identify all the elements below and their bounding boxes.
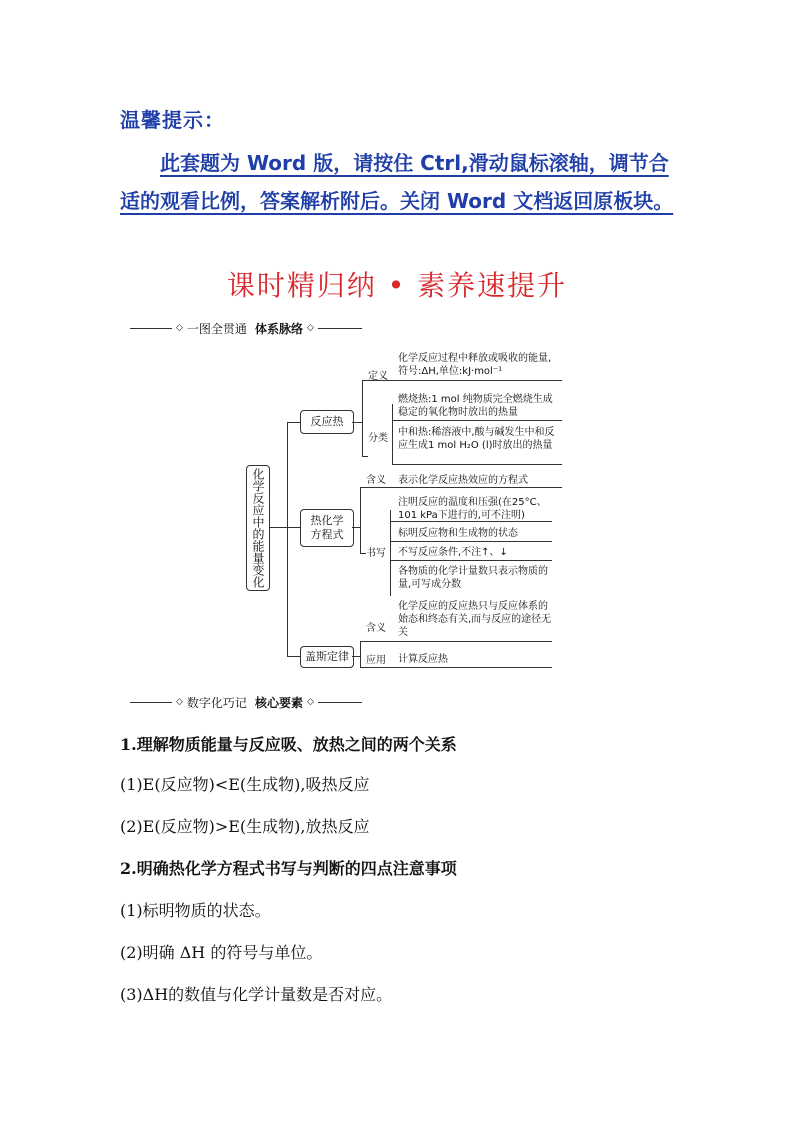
heading-rule <box>318 702 362 703</box>
mindmap-label: 书写 <box>366 548 386 559</box>
paragraph: (2)E(反应物)>E(生成物),放热反应 <box>120 817 370 836</box>
mindmap-text: 表示化学反应热效应的方程式 <box>398 475 528 486</box>
mindmap-text: 化学反应过程中释放或吸收的能量,符号:ΔH,单位:kJ·mol⁻¹ <box>398 353 552 377</box>
diamond-icon: ◇ <box>176 697 183 707</box>
mindmap-text: 标明反应物和生成物的状态 <box>398 528 518 539</box>
paragraph: (2)明确 ΔH 的符号与单位。 <box>120 943 323 962</box>
mindmap-node-label: 热化学方程式 <box>310 514 344 541</box>
mindmap-label: 含义 <box>366 475 386 486</box>
mindmap-text: 计算反应热 <box>398 654 448 665</box>
mindmap-label: 分类 <box>368 433 388 444</box>
mindmap-text: 不写反应条件,不注↑、↓ <box>398 547 508 558</box>
mindmap-label: 含义 <box>366 623 386 634</box>
tip-title: 温馨提示： <box>120 108 225 132</box>
mindmap-root <box>246 465 270 591</box>
mindmap-node-hess-law <box>300 646 354 668</box>
section-heading-a: 一图全贯通 <box>186 321 247 336</box>
mindmap-label: 应用 <box>366 655 386 666</box>
diamond-icon: ◇ <box>176 323 183 333</box>
paragraph: (3)ΔH的数值与化学计量数是否对应。 <box>120 985 393 1004</box>
diamond-icon: ◇ <box>306 697 314 707</box>
section-heading-overview <box>130 318 362 338</box>
mindmap-root-label: 化学反应中的能量变化 <box>251 468 265 588</box>
mindmap-node-reaction-heat <box>300 410 354 434</box>
tip-body: 此套题为 Word 版，请按住 Ctrl,滑动鼠标滚轴，调节合适的观看比例，答案解析附后。关闭 Word 文档返回原板块。 <box>120 151 674 213</box>
mindmap-text: 各物质的化学计量数只表示物质的量,可写成分数 <box>398 566 548 590</box>
mindmap-text: 中和热:稀溶液中,酸与碱发生中和反应生成1 mol H₂O (l)时放出的热量 <box>398 427 555 451</box>
mindmap-text: 化学反应的反应热只与反应体系的始态和终态有关,而与反应的途径无关 <box>398 601 552 638</box>
paragraph: (1)标明物质的状态。 <box>120 901 271 920</box>
heading-2: 2.明确热化学方程式书写与判断的四点注意事项 <box>120 859 457 878</box>
heading-rule <box>130 328 172 329</box>
heading-rule <box>130 702 172 703</box>
section-heading-a: 数字化巧记 <box>186 695 247 710</box>
mindmap-label: 定义 <box>368 371 388 382</box>
section-heading-b: 体系脉络 <box>254 321 303 336</box>
mindmap-node-label: 反应热 <box>310 415 344 428</box>
paragraph: (1)E(反应物)<E(生成物),吸热反应 <box>120 775 370 794</box>
section-heading-core <box>130 692 362 712</box>
section-heading-b: 核心要素 <box>254 695 303 710</box>
mindmap-node-thermochemical-equation <box>300 509 354 547</box>
diamond-icon: ◇ <box>306 323 314 333</box>
main-title: 课时精归纳 • 素养速提升 <box>226 269 568 302</box>
mindmap-node-label: 盖斯定律 <box>305 650 349 663</box>
mindmap-text: 燃烧热:1 mol 纯物质完全燃烧生成稳定的氧化物时放出的热量 <box>398 394 553 418</box>
heading-1: 1.理解物质能量与反应吸、放热之间的两个关系 <box>120 735 457 754</box>
heading-rule <box>318 328 362 329</box>
mindmap-text: 注明反应的温度和压强(在25°C、101 kPa下进行的,可不注明) <box>398 497 547 521</box>
